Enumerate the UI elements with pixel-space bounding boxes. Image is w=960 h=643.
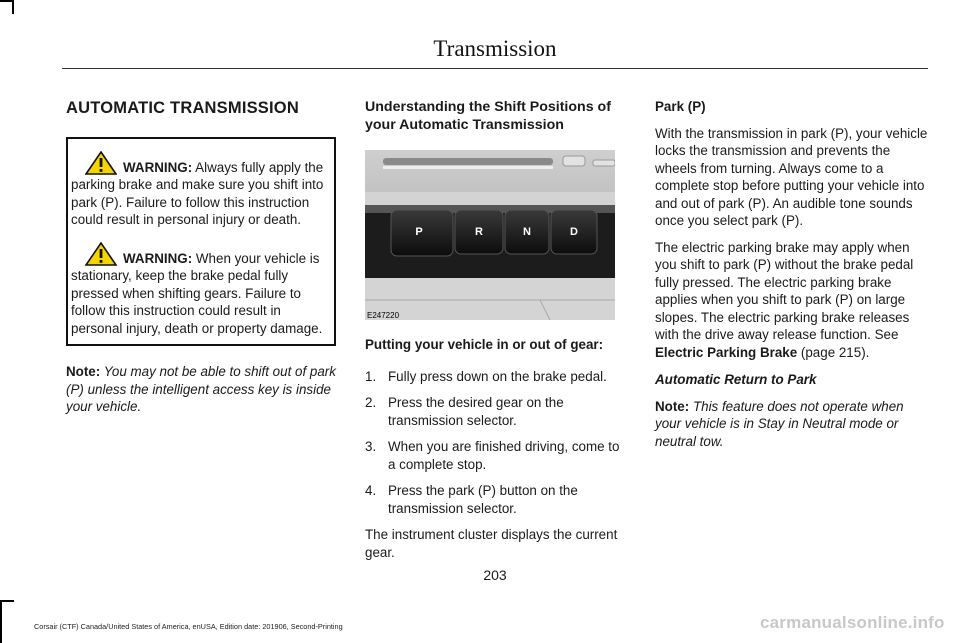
list-item bbox=[365, 482, 627, 517]
warning-triangle-icon bbox=[85, 151, 117, 175]
note-label: Note: bbox=[655, 398, 690, 414]
header-divider bbox=[62, 68, 928, 69]
column-left bbox=[66, 96, 336, 416]
crop-mark bbox=[12, 0, 14, 14]
list-item bbox=[365, 438, 627, 473]
button-p-label: P bbox=[415, 226, 423, 238]
page-number: 203 bbox=[483, 567, 507, 583]
section-subheading: Understanding the Shift Positions of your Automatic Transmission bbox=[365, 99, 611, 133]
warning-text: Always fully apply the parking brake and make sure you shift into park (P). Failure to follow this instruction could result in personal injury or death. bbox=[71, 159, 324, 227]
park-paragraph-1: With the transmission in park (P), your vehicle locks the transmission and prevents the wheels from turning. Always come to a complete stop before putting your vehicle into and out of park (P). An audible tone sounds once you select park (P). bbox=[655, 125, 928, 228]
step-number: 1. bbox=[365, 368, 377, 384]
warning-label: WARNING: bbox=[123, 250, 193, 266]
list-item bbox=[365, 394, 627, 429]
step-text: When you are finished driving, come to a complete stop. bbox=[388, 439, 620, 472]
note-text: You may not be able to shift out of park (P) unless the intelligent access key is inside your vehicle. bbox=[66, 364, 336, 414]
page-header-title: Transmission bbox=[433, 36, 557, 61]
step-text: Fully press down on the brake pedal. bbox=[388, 368, 607, 384]
auto-return-heading: Automatic Return to Park bbox=[655, 372, 817, 387]
button-d-label: D bbox=[570, 226, 578, 238]
warning-triangle-icon bbox=[85, 242, 117, 266]
reference-page: (page 215). bbox=[797, 344, 870, 360]
park-heading: Park (P) bbox=[655, 99, 706, 114]
watermark: carmanualsonline.info bbox=[760, 613, 945, 632]
crop-mark bbox=[0, 600, 2, 643]
button-n-label: N bbox=[523, 226, 531, 238]
warning-box bbox=[66, 137, 336, 347]
steps-intro: Putting your vehicle in or out of gear: bbox=[365, 337, 604, 352]
park-paragraph-2 bbox=[655, 239, 928, 362]
warning-2 bbox=[71, 242, 329, 338]
closing-text: The instrument cluster displays the current gear. bbox=[365, 527, 618, 560]
note-text: This feature does not operate when your vehicle is in Stay in Neutral mode or neutral tow. bbox=[655, 398, 904, 449]
step-number: 2. bbox=[365, 395, 377, 410]
note bbox=[66, 363, 336, 416]
footer-edition-info: Corsair (CTF) Canada/United States of America, enUSA, Edition date: 201906, Second-Printing bbox=[34, 622, 343, 631]
crop-mark bbox=[0, 600, 14, 602]
note bbox=[655, 398, 928, 451]
paragraph-text: The electric parking brake may apply when you shift to park (P) without the brake pedal fully pressed. The electric parking brake applies when you shift to park (P) on large slopes. The electric parking brake releases with the drive away release function. See bbox=[655, 239, 914, 342]
step-text: Press the desired gear on the transmission selector. bbox=[388, 395, 564, 428]
warning-label: WARNING: bbox=[123, 159, 193, 175]
gear-selector-photo bbox=[365, 150, 615, 320]
step-number: 4. bbox=[365, 483, 377, 498]
page-reference-link[interactable]: Electric Parking Brake bbox=[655, 344, 798, 360]
image-code: E247220 bbox=[367, 311, 400, 320]
list-item bbox=[365, 368, 627, 386]
section-heading: AUTOMATIC TRANSMISSION bbox=[66, 99, 299, 117]
step-text: Press the park (P) button on the transmission selector. bbox=[388, 483, 578, 516]
button-r-label: R bbox=[475, 226, 483, 238]
column-right bbox=[655, 96, 928, 450]
note-label: Note: bbox=[66, 364, 101, 379]
column-middle bbox=[365, 96, 627, 561]
steps-list bbox=[365, 368, 627, 518]
step-number: 3. bbox=[365, 439, 377, 454]
warning-text: When your vehicle is stationary, keep the brake pedal fully pressed when shifting gears. Failure to follow this instruction could result in personal injury, death or property damage. bbox=[71, 250, 323, 336]
warning-1 bbox=[71, 151, 329, 229]
